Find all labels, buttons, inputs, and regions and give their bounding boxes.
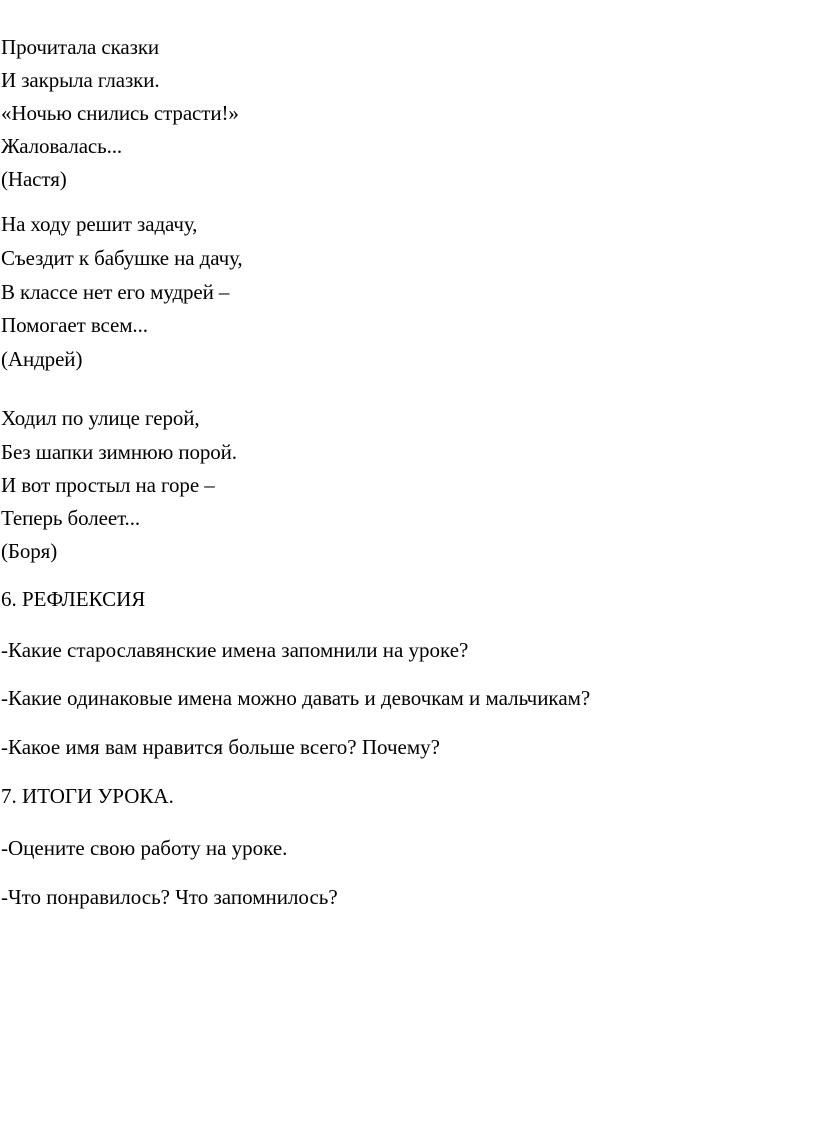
poem-3-line-3: И вот простыл на горе – xyxy=(1,473,215,497)
poem-3-line-1: Ходил по улице герой, xyxy=(1,406,200,430)
summary-heading: 7. ИТОГИ УРОКА. xyxy=(1,784,174,808)
poem-1-line-3: «Ночью снились страсти!» xyxy=(1,101,239,125)
poem-1-line-1: Прочитала сказки xyxy=(1,35,160,59)
poem-2-line-3: В классе нет его мудрей – xyxy=(1,280,230,304)
poem-2-line-1: На ходу решит задачу, xyxy=(1,212,198,236)
reflection-question-3: -Какое имя вам нравится больше всего? Почему? xyxy=(1,735,440,759)
poem-2-line-4: Помогает всем... xyxy=(1,313,148,337)
summary-question-1: -Оцените свою работу на уроке. xyxy=(1,836,288,860)
poem-1-answer: (Настя) xyxy=(1,167,67,191)
poem-1-line-2: И закрыла глазки. xyxy=(1,68,160,92)
poem-2-line-2: Съездит к бабушке на дачу, xyxy=(1,246,243,270)
poem-3-line-2: Без шапки зимнюю порой. xyxy=(1,440,237,464)
summary-question-2: -Что понравилось? Что запомнилось? xyxy=(1,885,338,909)
poem-1-line-4: Жаловалась... xyxy=(1,134,123,158)
poem-3-answer: (Боря) xyxy=(1,539,58,563)
reflection-question-2: -Какие одинаковые имена можно давать и девочкам и мальчикам? xyxy=(1,686,591,710)
reflection-question-1: -Какие старославянские имена запомнили на уроке? xyxy=(1,638,469,662)
poem-2-answer: (Андрей) xyxy=(1,347,83,371)
reflection-heading: 6. РЕФЛЕКСИЯ xyxy=(1,587,146,611)
poem-3-line-4: Теперь болеет... xyxy=(1,506,141,530)
